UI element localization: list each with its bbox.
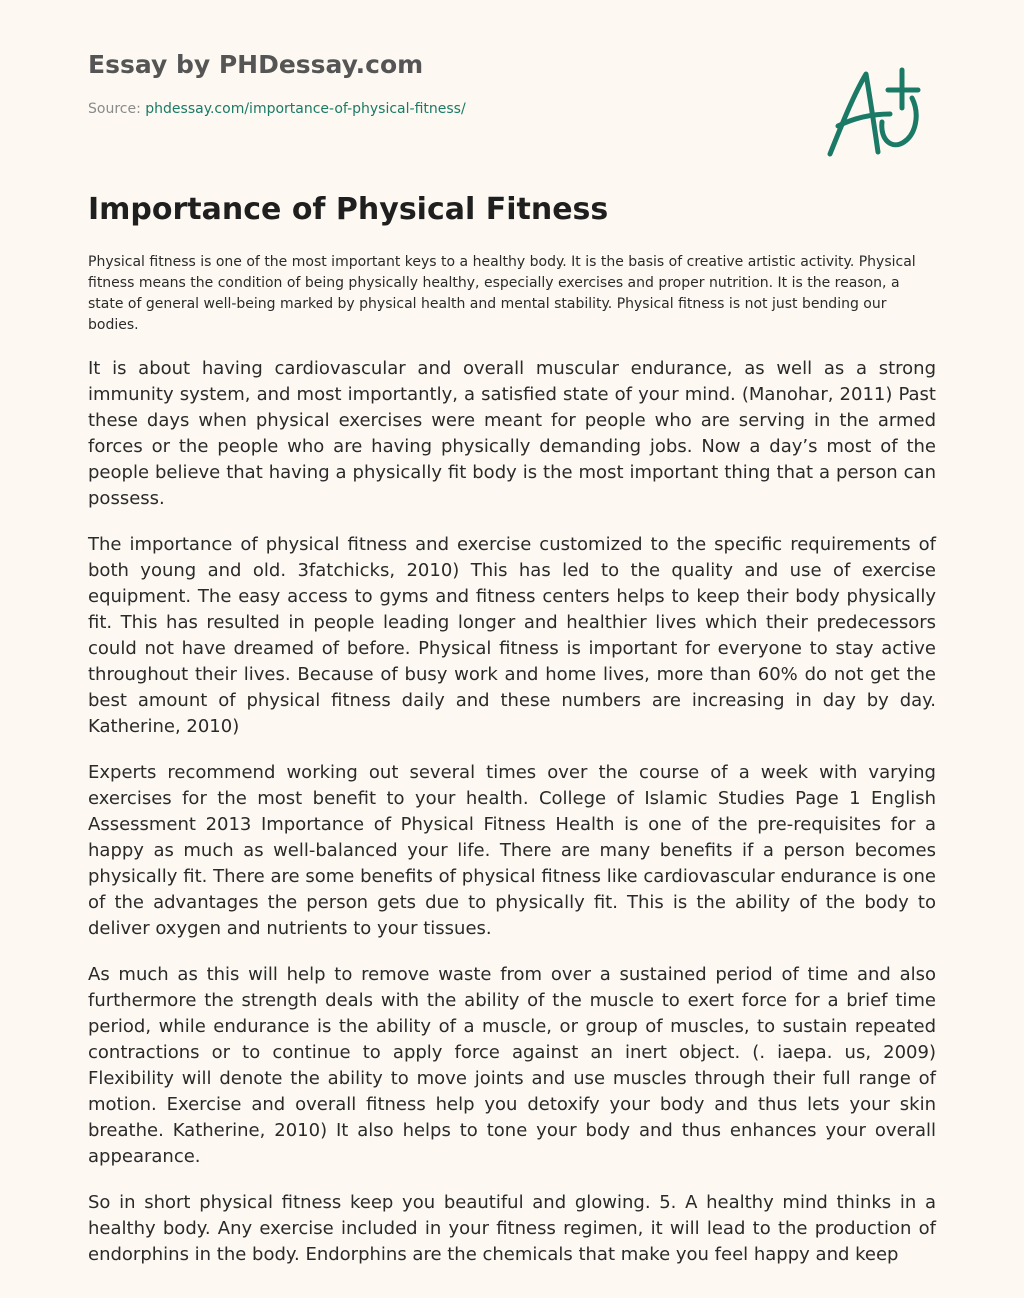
article-body <box>88 356 936 1288</box>
article-paragraph: The importance of physical fitness and exercise customized to the specific requirements of both young and old. 3fatchicks, 2010) This has led to the quality and use of exercise equipment. The easy access to gyms and fitness centers helps to keep their body physically fit. This has resulted in people leading longer and healthier lives which their predecessors could not have dreamed of before. Physical fitness is important for everyone to stay active throughout their lives. Because of busy work and home lives, more than 60% do not get the best amount of physical fitness daily and these numbers are increasing in day by day. Katherine, 2010) <box>88 534 936 737</box>
a-plus-logo-icon <box>824 64 924 160</box>
article-paragraph: As much as this will help to remove waste from over a sustained period of time and also furthermore the strength deals with the ability of the muscle to exert force for a brief time period, while endurance is the ability of a muscle, or group of muscles, to sustain repeated contractions or to continue to apply force against an inert object. (. iaepa. us, 2009) Flexibility will denote the ability to move joints and use muscles through their full range of motion. Exercise and overall fitness help you detoxify your body and thus lets your skin breathe. Katherine, 2010) It also helps to tone your body and thus enhances your overall appearance. <box>88 964 936 1167</box>
brand-name: Essay by PHDessay.com <box>88 50 424 79</box>
source-label: Source: <box>88 101 141 117</box>
article-paragraph: It is about having cardiovascular and overall muscular endurance, as well as a strong immunity system, and most importantly, a satisfied state of your mind. (Manohar, 2011) Past these days when physical exercises were meant for people who are serving in the armed forces or the people who are having physically demanding jobs. Now a day’s most of the people believe that having a physically fit body is the most important thing that a person can possess. <box>88 358 936 509</box>
article-lead: Physical fitness is one of the most important keys to a healthy body. It is the basis of creative artistic activity. Physical fitness means the condition of being physically healthy, especially exercises and proper nutrition. It is the reason, a state of general well-being marked by physical health and mental stability. Physical fitness is not just bending our bodies. <box>88 254 916 333</box>
article-paragraph: So in short physical fitness keep you beautiful and glowing. 5. A healthy mind thinks in a healthy body. Any exercise included in your fitness regimen, it will lead to the production of endorphins in the body. Endorphins are the chemicals that make you feel happy and keep <box>88 1192 936 1265</box>
essay-page <box>88 0 936 1265</box>
source-link[interactable]: phdessay.com/importance-of-physical-fitness/ <box>145 101 466 117</box>
article-title: Importance of Physical Fitness <box>88 192 609 227</box>
source-line <box>88 101 466 117</box>
article-paragraph: Experts recommend working out several times over the course of a week with varying exercises for the most benefit to your health. College of Islamic Studies Page 1 English Assessment 2013 Importance of Physical Fitness Health is one of the pre-requisites for a happy as much as well-balanced your life. There are many benefits if a person becomes physically fit. There are some benefits of physical fitness like cardiovascular endurance is one of the advantages the person gets due to physically fit. This is the ability of the body to deliver oxygen and nutrients to your tissues. <box>88 762 936 939</box>
